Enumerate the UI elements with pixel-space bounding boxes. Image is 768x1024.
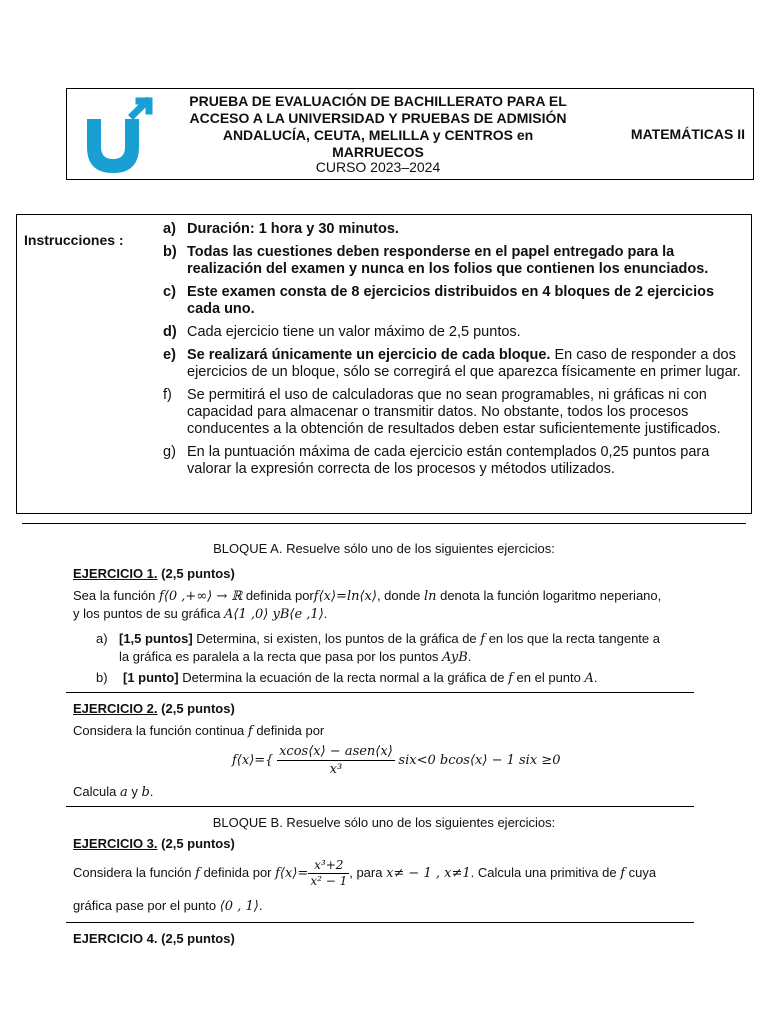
text: . xyxy=(593,670,598,685)
divider xyxy=(66,922,694,923)
title-line: ANDALUCÍA, CEUTA, MELILLA y CENTROS en xyxy=(222,127,534,143)
part-score: [1 punto] xyxy=(123,670,179,685)
instruction-letter: b) xyxy=(163,244,177,260)
course-year: CURSO 2023–2024 xyxy=(315,159,441,175)
text: y los puntos de su gráfica xyxy=(73,606,225,621)
instructions-label: Instrucciones : xyxy=(24,232,124,248)
formula-fraction xyxy=(277,743,395,778)
exercise-2-question xyxy=(73,783,695,801)
instruction-item xyxy=(163,347,747,381)
instructions-list xyxy=(163,221,747,484)
divider xyxy=(66,806,694,807)
text: . xyxy=(149,784,154,799)
title-line: PRUEBA DE EVALUACIÓN DE BACHILLERATO PARA EL xyxy=(189,93,567,109)
divider xyxy=(66,692,694,693)
instruction-letter: a) xyxy=(163,221,176,237)
exam-header xyxy=(66,88,754,180)
math-b: b xyxy=(141,785,150,800)
exercise-1 xyxy=(73,565,695,623)
formula-conditions: six<0 bcos⟨x⟩ − 1 six ≥0 xyxy=(398,752,561,768)
ln-symbol: ln xyxy=(423,589,437,604)
text: en el punto xyxy=(512,670,585,685)
math-f: f xyxy=(480,632,486,647)
instruction-item xyxy=(163,324,747,341)
function-domain: f⟨0 ,+∞⟩ → ℝ xyxy=(159,589,243,604)
exercise-4 xyxy=(73,930,695,947)
exercise-4-title: EJERCICIO 4. xyxy=(73,931,158,946)
bloque-a-heading: BLOQUE A. Resuelve sólo uno de los siguientes ejercicios: xyxy=(213,541,555,556)
exercise-1-points: (2,5 puntos) xyxy=(157,566,235,581)
instruction-bold: Todas las cuestiones deben responderse en el papel entregado para la realización del examen y nunca en los folios que contienen los enunciados. xyxy=(187,244,709,277)
instruction-text: Cada ejercicio tiene un valor máximo de 2,5 puntos. xyxy=(187,324,521,340)
university-logo-icon xyxy=(83,97,155,173)
instruction-text: En la puntuación máxima de cada ejercicio están contemplados 0,25 puntos para valorar la expresión correcta de los procesos y métodos utilizados. xyxy=(187,444,710,477)
math-f: f xyxy=(508,671,513,686)
instruction-item xyxy=(163,284,747,318)
instruction-letter: e) xyxy=(163,347,176,363)
text: , para xyxy=(349,864,387,880)
instruction-letter: f) xyxy=(163,387,172,403)
text: . xyxy=(323,606,328,621)
function-definition: f⟨x⟩=ln⟨x⟩ xyxy=(313,589,377,604)
text: Determina la ecuación de la recta normal a la gráfica de xyxy=(178,670,509,685)
text: la gráfica es paralela a la recta que pasa por los puntos xyxy=(119,649,443,664)
formula-lhs: f⟨x⟩={ xyxy=(232,752,274,768)
instructions-box xyxy=(16,214,752,514)
text: Determina, si existen, los puntos de la gráfica de xyxy=(192,631,481,646)
math-point: ⟨0 , 1⟩ xyxy=(219,899,259,914)
fraction-numerator: x³+2 xyxy=(308,858,349,874)
text: gráfica pase por el punto xyxy=(73,898,220,913)
title-line: MARRUECOS xyxy=(332,144,424,160)
text: Sea la función xyxy=(73,588,160,603)
text: en los que la recta tangente a xyxy=(485,631,660,646)
fraction-denominator: x² − 1 xyxy=(310,874,348,888)
text: definida por xyxy=(242,588,314,603)
exercise-3-title: EJERCICIO 3. xyxy=(73,836,158,851)
exercise-1-part-a xyxy=(96,630,696,666)
math-f: f xyxy=(247,724,253,739)
title-line: ACCESO A LA UNIVERSIDAD Y PRUEBAS DE ADMISIÓN xyxy=(189,110,567,126)
instruction-text: Se permitirá el uso de calculadoras que no sean programables, ni gráficas ni con capacidad para almacenar o transmitir datos. No obstante, todos los procesos conducentes a la obtención de resultados deben estar suficientemente justificados. xyxy=(187,387,721,437)
instruction-bold: Se realizará únicamente un ejercicio de cada bloque. xyxy=(187,347,551,363)
text: Calcula xyxy=(73,784,120,799)
exercise-2-points: (2,5 puntos) xyxy=(157,701,235,716)
fraction-numerator: xcos⟨x⟩ − asen⟨x⟩ xyxy=(279,744,393,759)
exercise-4-points: (2,5 puntos) xyxy=(157,931,235,946)
part-score: [1,5 puntos] xyxy=(119,631,193,646)
text: . xyxy=(467,649,472,664)
math-f: f xyxy=(195,865,200,881)
subject-name: MATEMÁTICAS II xyxy=(630,126,745,142)
text: . Calcula una primitiva de xyxy=(470,864,621,880)
exercise-2-title: EJERCICIO 2. xyxy=(73,701,158,716)
exercise-3-statement xyxy=(73,858,713,889)
part-letter: a) xyxy=(96,631,108,646)
text: , donde xyxy=(376,588,424,603)
text: denota la función logaritmo neperiano, xyxy=(436,588,662,603)
instruction-item xyxy=(163,444,747,478)
domain-condition: x≠ − 1 , x≠1 xyxy=(386,865,471,881)
exercise-3 xyxy=(73,835,695,852)
bloque-b-heading: BLOQUE B. Resuelve sólo uno de los siguientes ejercicios: xyxy=(212,815,556,830)
exercise-1-title: EJERCICIO 1. xyxy=(73,566,158,581)
math-a: A xyxy=(584,671,594,686)
part-letter: b) xyxy=(96,670,108,685)
exercise-1-part-b xyxy=(96,669,696,687)
fraction-denominator: x³ xyxy=(329,762,343,777)
formula-fraction xyxy=(308,858,349,889)
text: Considera la función xyxy=(73,864,196,880)
instruction-letter: d) xyxy=(163,324,177,340)
formula-lhs: f⟨x⟩= xyxy=(275,865,309,881)
text: y xyxy=(127,784,142,799)
instruction-bold: Este examen consta de 8 ejercicios distribuidos en 4 bloques de 2 ejercicios cada uno. xyxy=(187,284,715,317)
text: Considera la función continua xyxy=(73,723,248,738)
math-a: a xyxy=(119,785,128,800)
instruction-text: En caso de responder a dos ejercicios de un bloque, sólo se corregirá el que aparezca físicamente en primer lugar. xyxy=(187,347,741,380)
text: . xyxy=(258,898,263,913)
text: definida por xyxy=(252,723,325,738)
instruction-item xyxy=(163,244,747,278)
math-ab: AyB xyxy=(442,650,468,665)
divider xyxy=(22,523,746,524)
exam-title xyxy=(163,93,593,161)
exercise-2 xyxy=(73,700,695,740)
instruction-letter: g) xyxy=(163,444,176,460)
exercise-3-line2 xyxy=(73,897,695,915)
instruction-letter: c) xyxy=(163,284,176,300)
instruction-bold: Duración: 1 hora y 30 minutos. xyxy=(187,221,399,237)
instruction-item xyxy=(163,387,747,438)
text: cuya xyxy=(625,864,657,880)
text: definida por xyxy=(199,864,276,880)
exercise-2-formula xyxy=(232,743,632,778)
math-f: f xyxy=(620,865,626,881)
graph-points: A⟨1 ,0⟩ yB⟨e ,1⟩ xyxy=(224,607,324,622)
exercise-3-points: (2,5 puntos) xyxy=(157,836,235,851)
instruction-item xyxy=(163,221,747,238)
